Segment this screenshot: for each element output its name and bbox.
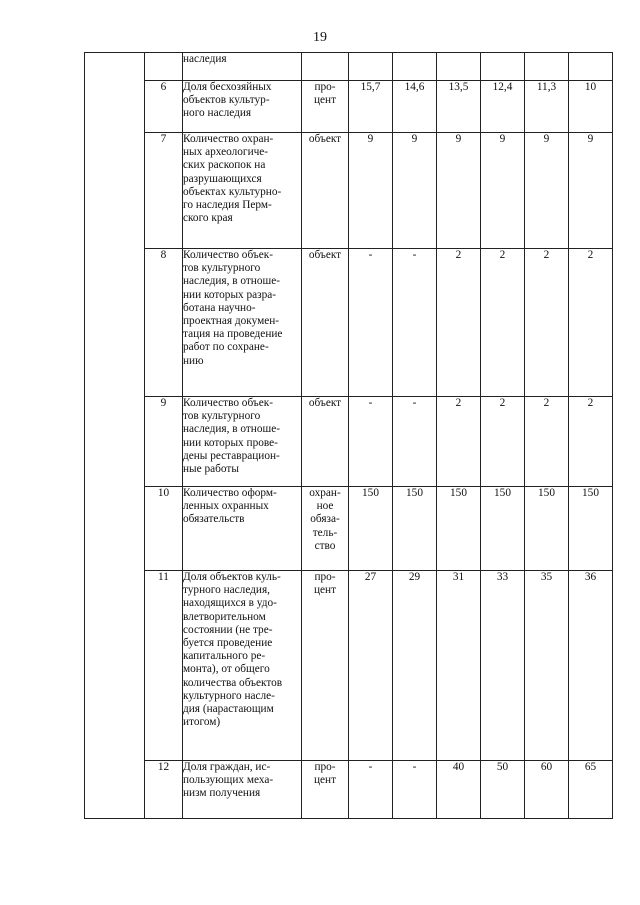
row-number (145, 53, 183, 81)
unit-line: объект (308, 397, 342, 409)
indicator-name-line: ные работы (183, 463, 239, 476)
value-cell: 2 (525, 249, 569, 397)
value-cell: 9 (437, 133, 481, 249)
unit-cell (302, 761, 349, 819)
value-cell (569, 53, 613, 81)
indicator-name-line: тация на проведение (183, 328, 283, 341)
value-cell: 150 (437, 487, 481, 571)
value-cell: 15,7 (349, 81, 393, 133)
value-cell: 13,5 (437, 81, 481, 133)
indicator-name (183, 761, 302, 819)
table-row (85, 397, 613, 487)
indicator-name-line: нии которых прове- (183, 436, 278, 449)
indicator-name (183, 571, 302, 761)
unit-line: про- (314, 571, 336, 583)
indicator-name-line: ного наследия (183, 107, 252, 120)
indicators-table (84, 52, 613, 819)
unit-line: про- (314, 81, 336, 93)
unit-line: про- (314, 761, 336, 773)
unit-line: цент (313, 94, 337, 107)
value-cell: - (393, 397, 437, 487)
value-cell (481, 53, 525, 81)
unit-line: объект (308, 133, 342, 145)
unit-cell (302, 133, 349, 249)
indicator-name-line: турного наследия, (183, 584, 270, 597)
indicator-name-line: ных археологиче- (183, 146, 269, 159)
value-cell: 2 (481, 249, 525, 397)
value-cell: 50 (481, 761, 525, 819)
unit-line: тель- (312, 526, 338, 539)
unit-cell (302, 53, 349, 81)
row-number: 10 (145, 487, 183, 571)
unit-line: ное (316, 500, 334, 513)
value-cell: 150 (569, 487, 613, 571)
unit-cell (302, 81, 349, 133)
value-cell: - (349, 761, 393, 819)
unit-line: охран- (309, 487, 341, 499)
indicator-name-line: Количество охран- (183, 133, 274, 145)
indicator-name-line: монта), от общего (183, 663, 270, 676)
unit-cell (302, 571, 349, 761)
value-cell: 14,6 (393, 81, 437, 133)
value-cell: 65 (569, 761, 613, 819)
indicator-name-line: состоянии (не тре- (183, 623, 273, 636)
value-cell: - (393, 249, 437, 397)
value-cell (393, 53, 437, 81)
value-cell (437, 53, 481, 81)
unit-cell (302, 249, 349, 397)
value-cell: 9 (349, 133, 393, 249)
row-number: 9 (145, 397, 183, 487)
row-number: 6 (145, 81, 183, 133)
indicator-name-line: тов культурного (183, 262, 261, 275)
indicator-name-line: Количество объек- (183, 249, 274, 261)
indicator-name-line: нию (183, 354, 204, 367)
indicator-name-line: дия (нарастающим (183, 703, 274, 716)
unit-line: обяза- (310, 513, 340, 526)
unit-line: ство (314, 539, 336, 552)
indicator-name-line: дены реставрацион- (183, 449, 280, 462)
unit-cell (302, 397, 349, 487)
row-number: 7 (145, 133, 183, 249)
table-row (85, 571, 613, 761)
indicator-name-line: буется проведение (183, 637, 273, 650)
value-cell: 2 (437, 249, 481, 397)
indicator-name-line: ских раскопок на (183, 159, 266, 172)
indicator-name-line: го наследия Перм- (183, 199, 272, 212)
indicator-name-line: ского края (183, 212, 233, 225)
value-cell: 150 (393, 487, 437, 571)
indicator-name-line: наследия, в отноше- (183, 423, 280, 436)
value-cell: 2 (569, 397, 613, 487)
value-cell: 29 (393, 571, 437, 761)
indicator-name (183, 53, 302, 81)
page-number: 19 (313, 30, 327, 45)
indicator-name-line: проектная докумен- (183, 315, 280, 328)
value-cell: 31 (437, 571, 481, 761)
value-cell: - (349, 249, 393, 397)
value-cell: 36 (569, 571, 613, 761)
indicator-name-line: находящихся в удо- (183, 597, 277, 610)
indicator-name-line: Доля объектов куль- (183, 571, 281, 583)
indicator-name-line: наследия (183, 53, 227, 65)
indicator-name-line: работ по сохране- (183, 341, 269, 354)
value-cell: 9 (569, 133, 613, 249)
value-cell: 150 (349, 487, 393, 571)
unit-line: цент (313, 584, 337, 597)
value-cell: 27 (349, 571, 393, 761)
indicator-name-line: итогом) (183, 716, 221, 729)
table-row (85, 487, 613, 571)
table-row (85, 53, 613, 81)
unit-line: цент (313, 774, 337, 787)
indicator-name-line: пользующих меха- (183, 774, 274, 787)
unit-cell (302, 487, 349, 571)
indicator-name-line: ботана научно- (183, 301, 256, 314)
indicator-name (183, 133, 302, 249)
value-cell: 2 (481, 397, 525, 487)
value-cell (525, 53, 569, 81)
indicator-name-line: ленных охранных (183, 500, 269, 513)
value-cell: 150 (481, 487, 525, 571)
value-cell: 10 (569, 81, 613, 133)
indicator-name-line: объектов культур- (183, 94, 270, 107)
indicator-name (183, 397, 302, 487)
value-cell: 35 (525, 571, 569, 761)
indicator-name-line: культурного насле- (183, 689, 275, 702)
indicator-name (183, 249, 302, 397)
indicator-name-line: Доля граждан, ис- (183, 761, 271, 773)
indicator-name-line: количества объектов (183, 676, 283, 689)
value-cell: 2 (437, 397, 481, 487)
value-cell: - (393, 761, 437, 819)
value-cell (349, 53, 393, 81)
row-number: 8 (145, 249, 183, 397)
table-row (85, 133, 613, 249)
indicator-name-line: низм получения (183, 787, 261, 800)
value-cell: 33 (481, 571, 525, 761)
value-cell: 11,3 (525, 81, 569, 133)
value-cell: 12,4 (481, 81, 525, 133)
table-row (85, 249, 613, 397)
value-cell: 2 (569, 249, 613, 397)
value-cell: 9 (525, 133, 569, 249)
indicator-name-line: тов культурного (183, 410, 261, 423)
indicator-name-line: нии которых разра- (183, 288, 277, 301)
indicator-name-line: разрушающихся (183, 172, 262, 185)
value-cell: - (349, 397, 393, 487)
value-cell: 60 (525, 761, 569, 819)
value-cell: 9 (481, 133, 525, 249)
value-cell: 150 (525, 487, 569, 571)
indicator-name-line: Количество оформ- (183, 487, 277, 499)
indicator-name (183, 81, 302, 133)
indicator-name-line: обязательств (183, 513, 245, 526)
value-cell: 2 (525, 397, 569, 487)
left-merged-cell (85, 53, 145, 819)
indicator-name-line: Количество объек- (183, 397, 274, 409)
indicator-name (183, 487, 302, 571)
indicator-name-line: наследия, в отноше- (183, 275, 280, 288)
table-row (85, 81, 613, 133)
unit-line: объект (308, 249, 342, 261)
row-number: 12 (145, 761, 183, 819)
indicator-name-line: влетворительном (183, 610, 266, 623)
indicator-name-line: Доля бесхозяйных (183, 81, 272, 93)
table-row (85, 761, 613, 819)
indicator-name-line: объектах культурно- (183, 185, 282, 198)
value-cell: 40 (437, 761, 481, 819)
row-number: 11 (145, 571, 183, 761)
indicator-name-line: капитального ре- (183, 650, 266, 663)
value-cell: 9 (393, 133, 437, 249)
